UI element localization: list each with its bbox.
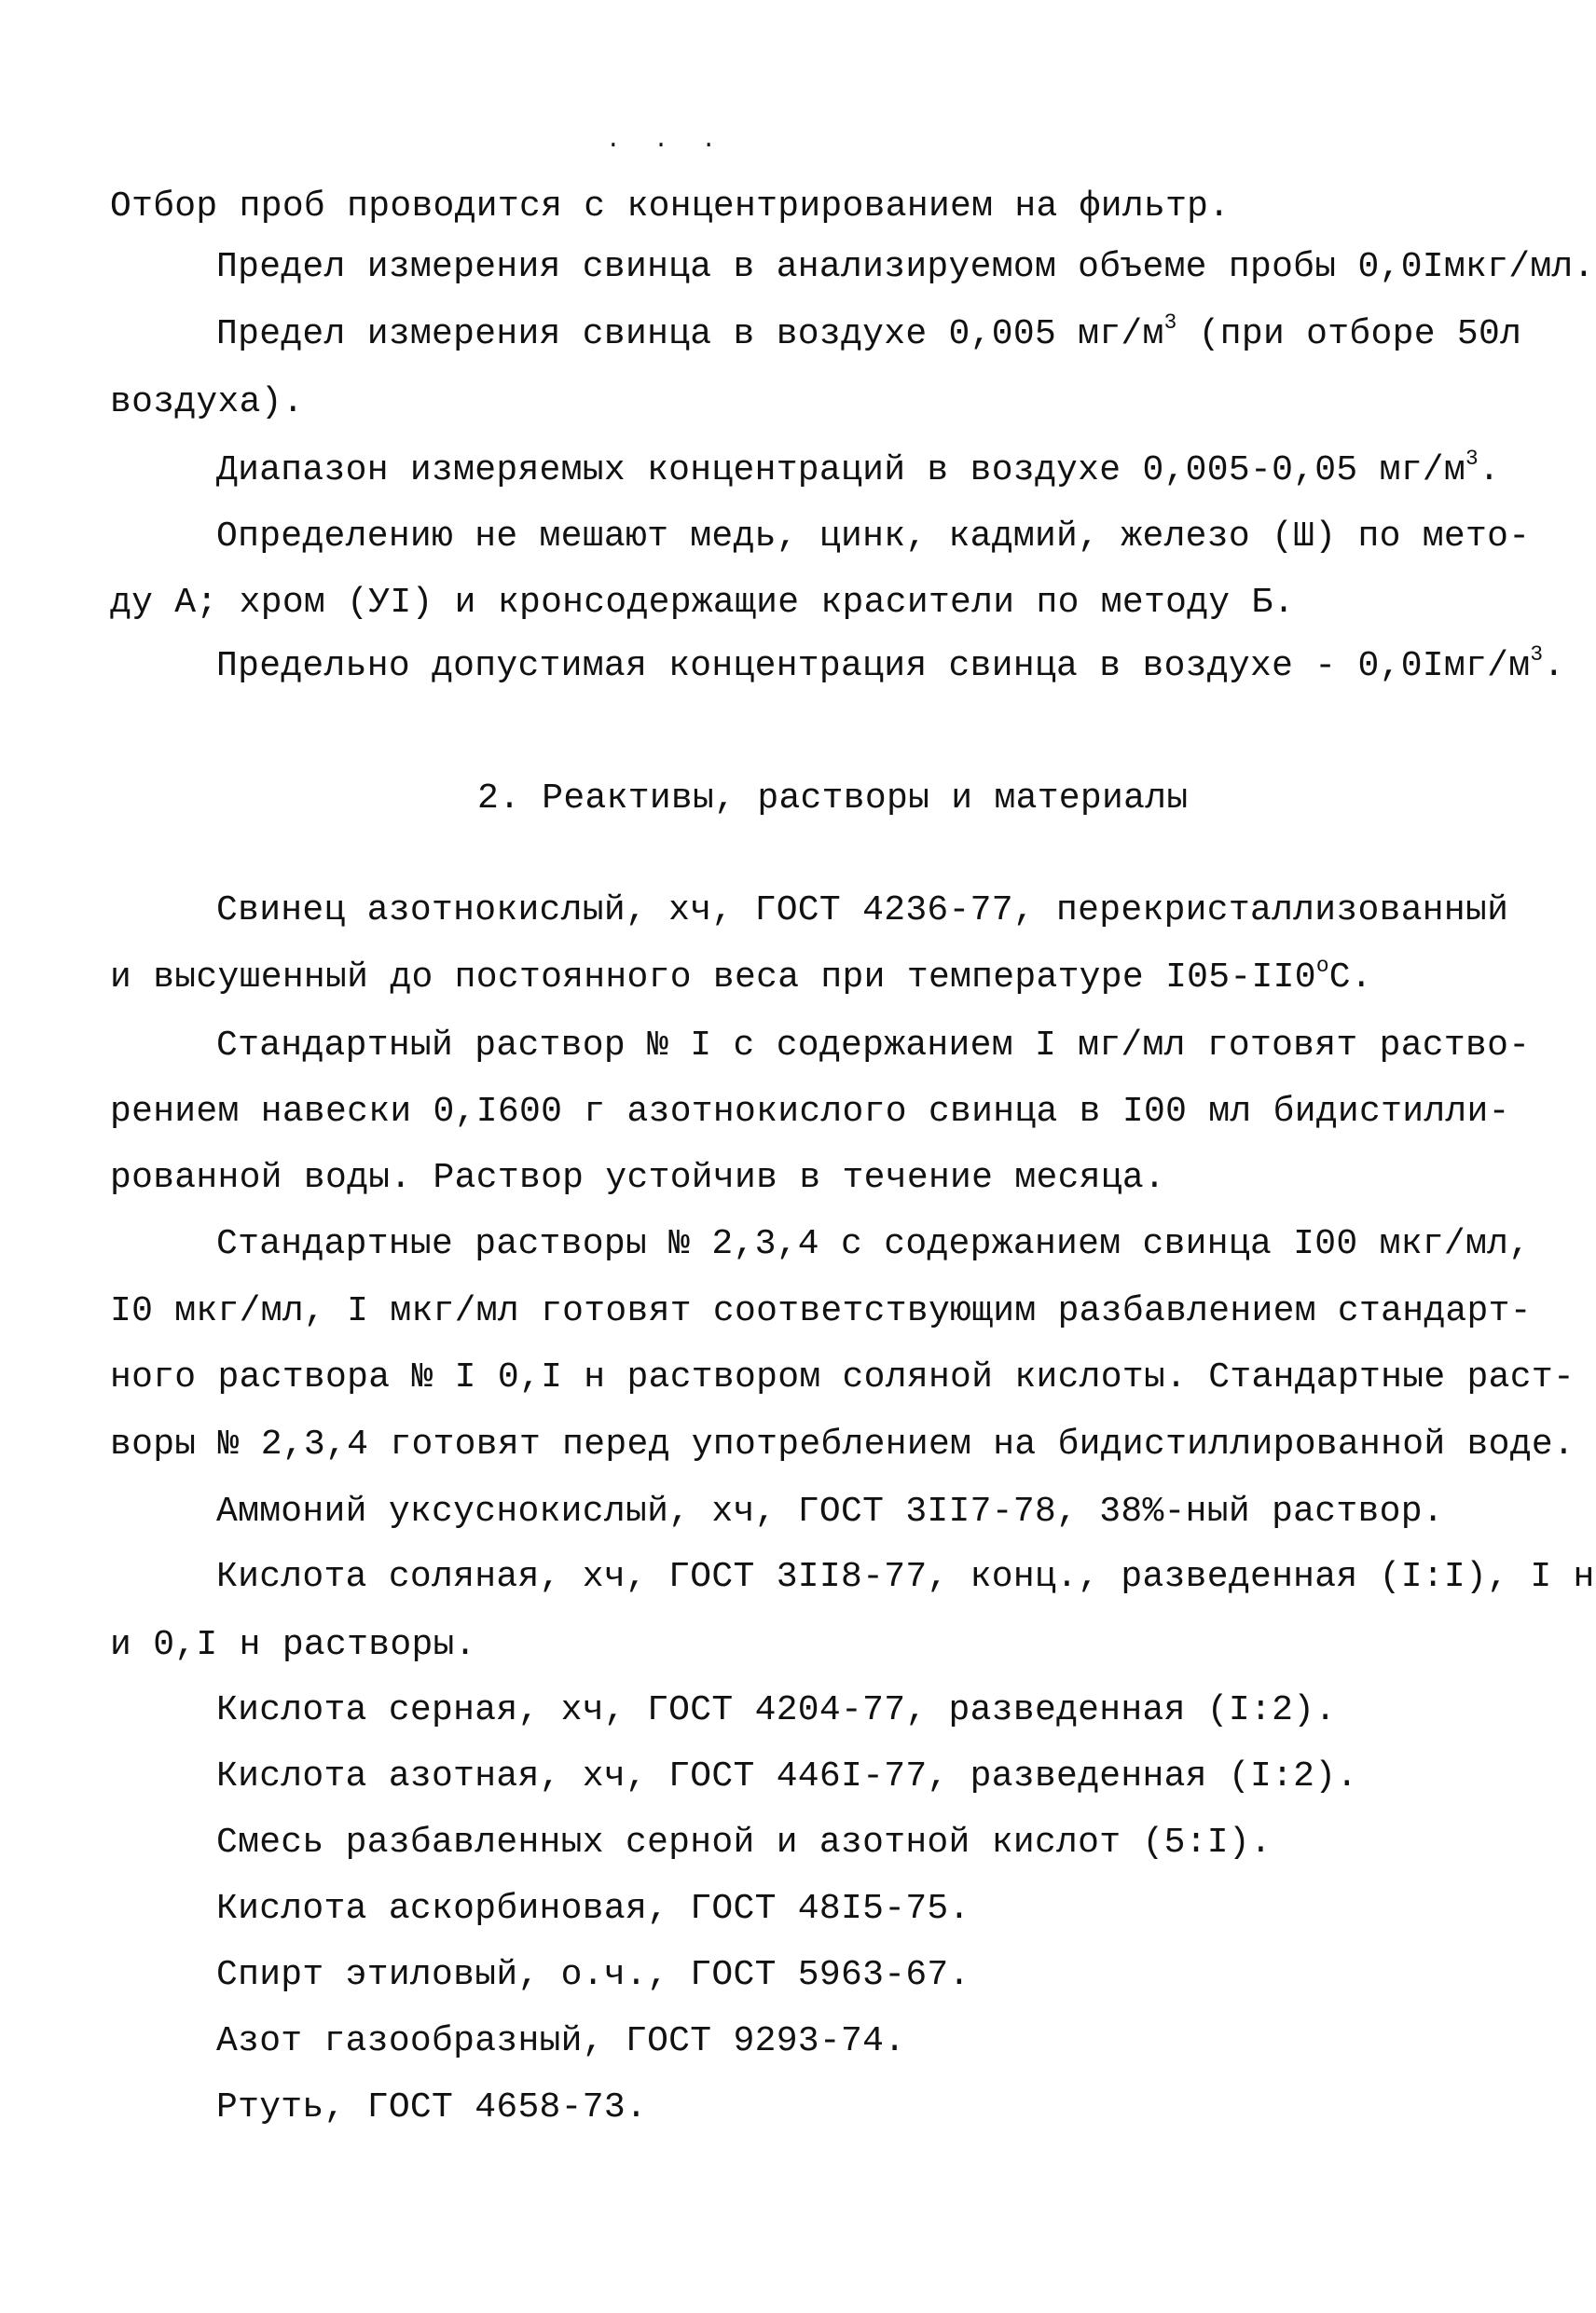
text-fragment: Предел измерения свинца в воздухе 0,005 мг/м [216,314,1164,354]
text-line-12: рением навески 0,I600 г азотнокислого свинца в I00 мл бидистилли- [110,1092,1510,1132]
text-fragment: и высушенный до постоянного веса при температуре I05-II0 [110,957,1316,998]
section-heading: 2. Реактивы, растворы и материалы [477,778,1189,819]
text-line-3 [216,310,1522,354]
text-line-21: Кислота серная, хч, ГОСТ 4204-77, разведенная (I:2). [216,1690,1337,1730]
text-line-14: Стандартные растворы № 2,3,4 с содержанием свинца I00 мкг/мл, [216,1224,1531,1264]
text-line-8 [216,642,1565,686]
text-line-25: Спирт этиловый, о.ч., ГОСТ 5963-67. [216,1955,970,1995]
text-line-10 [110,954,1373,998]
text-fragment: Предельно допустимая концентрация свинца в воздухе - 0,0Iмг/м [216,646,1531,686]
text-line-9: Свинец азотнокислый, хч, ГОСТ 4236-77, перекристаллизованный [216,890,1509,930]
superscript: 3 [1530,642,1544,668]
text-line-17: воры № 2,3,4 готовят перед употреблением на бидистиллированной воде. [110,1425,1575,1465]
text-line-7: ду А; хром (УI) и кронсодержащие красители по методу Б. [110,583,1295,623]
text-line-23: Смесь разбавленных серной и азотной кислот (5:I). [216,1823,1273,1863]
text-line-27: Ртуть, ГОСТ 4658-73. [216,2087,648,2127]
text-line-2: Предел измерения свинца в анализируемом объеме пробы 0,0Iмкг/мл. [216,247,1595,287]
text-line-15: I0 мкг/мл, I мкг/мл готовят соответствующим разбавлением стандарт- [110,1291,1532,1331]
text-fragment: Диапазон измеряемых концентраций в воздухе 0,005-0,05 мг/м [216,450,1466,490]
superscript: 3 [1163,310,1177,336]
text-fragment: . [1479,450,1501,490]
text-line-6: Определению не мешают медь, цинк, кадмий, железо (Ш) по мето- [216,516,1531,557]
text-line-26: Азот газообразный, ГОСТ 9293-74. [216,2021,906,2061]
text-line-13: рованной воды. Раствор устойчив в течение месяца. [110,1158,1166,1198]
text-line-1: Отбор проб проводится с концентрированием на фильтр. [110,186,1231,227]
text-line-18: Аммоний уксуснокислый, хч, ГОСТ 3II7-78, 38%-ный раствор. [216,1492,1444,1532]
text-fragment: . [1543,646,1565,686]
superscript: 3 [1465,447,1479,472]
page-mark: . . . [606,126,726,154]
text-line-16: ного раствора № I 0,I н раствором соляной кислоты. Стандартные раст- [110,1357,1575,1397]
text-fragment: (при отборе 50л [1176,314,1522,354]
text-line-4: воздуха). [110,382,304,422]
text-line-19: Кислота соляная, хч, ГОСТ 3II8-77, конц., разведенная (I:I), I н [216,1557,1595,1597]
text-line-11: Стандартный раствор № I с содержанием I мг/мл готовят раство- [216,1026,1531,1066]
text-line-24: Кислота аскорбиновая, ГОСТ 48I5-75. [216,1889,970,1929]
text-fragment: С. [1328,957,1373,998]
text-line-22: Кислота азотная, хч, ГОСТ 446I-77, разведенная (I:2). [216,1756,1358,1797]
degree-superscript: о [1315,954,1329,979]
text-line-20: и 0,I н растворы. [110,1625,476,1665]
text-line-5 [216,447,1501,490]
